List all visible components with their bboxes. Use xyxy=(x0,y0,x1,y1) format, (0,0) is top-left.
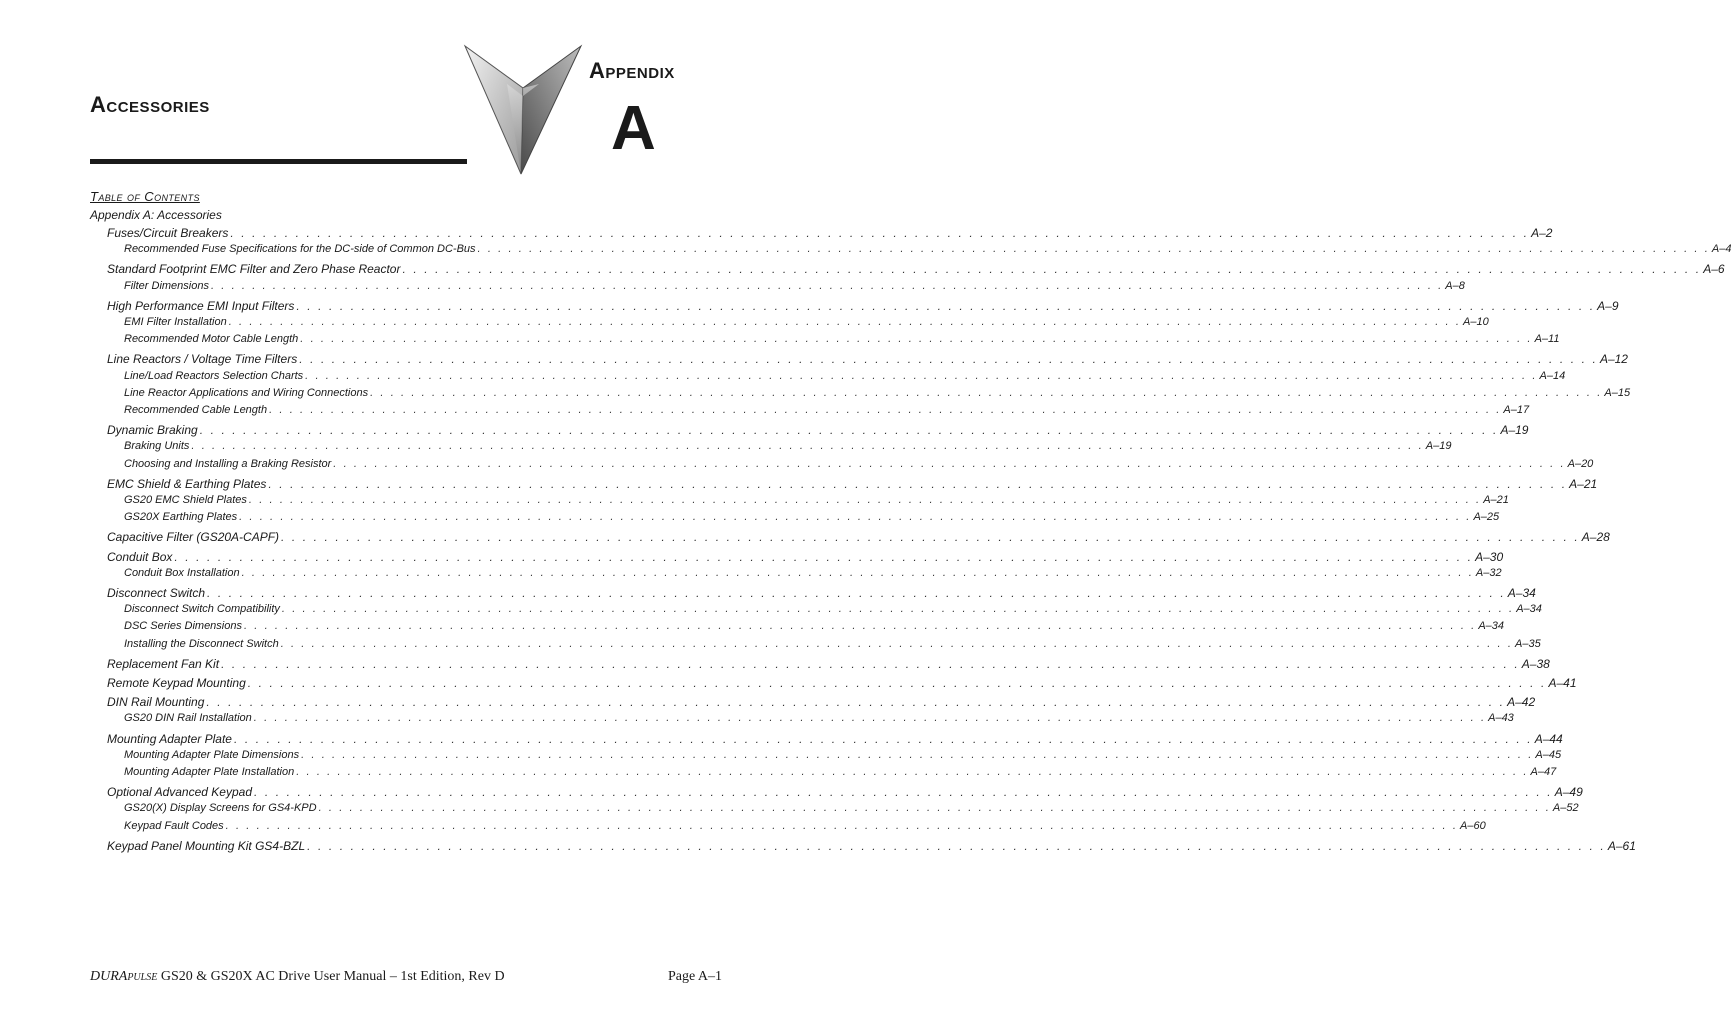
toc-entry[interactable] xyxy=(107,530,1610,544)
toc-entry-page: A–41 xyxy=(1548,676,1577,690)
toc-entry-page: A–43 xyxy=(1488,712,1514,724)
toc-entry-title: Capacitive Filter (GS20A-CAPF) xyxy=(107,530,280,544)
toc-dot-leader: . . . . . . . . . . . . . . . . . . . . . . . . . . . . . . . . . . . . . . . . . . . . . . . . . . . . . . . . . . . . . . . . . . . . . . . . . . . . . . . . . . . . . . . . . . . . . . . . . . . . . . . . . . . . . . . . . . . . . . . . xyxy=(477,243,1710,255)
toc-entry-title: Keypad Fault Codes xyxy=(124,820,224,832)
toc-entry[interactable] xyxy=(124,820,1486,832)
toc-dot-leader: . . . . . . . . . . . . . . . . . . . . . . . . . . . . . . . . . . . . . . . . . . . . . . . . . . . . . . . . . . . . . . . . . . . . . . . . . . . . . . . . . . . . . . . . . . . . . . . . . . . . . . . . . . . . . . . . . . . . . . . . xyxy=(301,749,1534,761)
toc-entry[interactable] xyxy=(124,370,1566,382)
toc-entry-title: Remote Keypad Mounting xyxy=(107,676,246,690)
toc-entry-title: GS20(X) Display Screens for GS4-KPD xyxy=(124,802,317,814)
toc-entry[interactable] xyxy=(107,657,1550,671)
toc-entry-page: A–25 xyxy=(1473,511,1500,523)
toc-entry[interactable] xyxy=(124,494,1509,506)
toc-dot-leader: . . . . . . . . . . . . . . . . . . . . . . . . . . . . . . . . . . . . . . . . . . . . . . . . . . . . . . . . . . . . . . . . . . . . . . . . . . . . . . . . . . . . . . . . . . . . . . . . . . . . . . . . . . . . . . . . . . . . . . . . xyxy=(281,530,1580,544)
toc-entry-page: A–20 xyxy=(1567,458,1594,470)
toc-entry[interactable] xyxy=(107,695,1536,709)
footer-manual-text: GS20 & GS20X AC Drive User Manual – 1st Edition, Rev D xyxy=(157,969,505,984)
toc-entry[interactable] xyxy=(124,766,1557,778)
toc-entry[interactable] xyxy=(107,732,1563,746)
toc-entry[interactable] xyxy=(124,712,1514,724)
toc-entry[interactable] xyxy=(124,440,1452,452)
toc-dot-leader: . . . . . . . . . . . . . . . . . . . . . . . . . . . . . . . . . . . . . . . . . . . . . . . . . . . . . . . . . . . . . . . . . . . . . . . . . . . . . . . . . . . . . . . . . . . . . . . . . . . . . . . . . . . . . . . . . . . . . . . . xyxy=(241,567,1474,579)
toc-entry-title: Conduit Box xyxy=(107,550,173,564)
toc-entry-page: A–42 xyxy=(1507,695,1536,709)
toc-dot-leader: . . . . . . . . . . . . . . . . . . . . . . . . . . . . . . . . . . . . . . . . . . . . . . . . . . . . . . . . . . . . . . . . . . . . . . . . . . . . . . . . . . . . . . . . . . . . . . . . . . . . . . . . . . . . . . . . . . . . . . . . xyxy=(370,387,1603,399)
toc-entry-page: A–6 xyxy=(1703,262,1725,276)
toc-dot-leader: . . . . . . . . . . . . . . . . . . . . . . . . . . . . . . . . . . . . . . . . . . . . . . . . . . . . . . . . . . . . . . . . . . . . . . . . . . . . . . . . . . . . . . . . . . . . . . . . . . . . . . . . . . . . . . . . . . . . . . . . xyxy=(228,316,1462,328)
toc-entry[interactable] xyxy=(124,316,1489,328)
toc-entry-page: A–11 xyxy=(1534,333,1560,345)
toc-entry-title: Recommended Cable Length xyxy=(124,404,268,416)
toc-entry[interactable] xyxy=(124,511,1500,523)
toc-entry[interactable] xyxy=(124,243,1731,255)
toc-entry-title: Replacement Fan Kit xyxy=(107,657,220,671)
chapter-title: Accessories xyxy=(90,92,210,117)
toc-entry-title: Choosing and Installing a Braking Resistor xyxy=(124,458,332,470)
toc-dot-leader: . . . . . . . . . . . . . . . . . . . . . . . . . . . . . . . . . . . . . . . . . . . . . . . . . . . . . . . . . . . . . . . . . . . . . . . . . . . . . . . . . . . . . . . . . . . . . . . . . . . . . . . . . . . . . . . . . . . . . . . . xyxy=(233,732,1533,746)
toc-entry-page: A–34 xyxy=(1516,603,1542,615)
toc-entry-page: A–8 xyxy=(1445,280,1465,292)
appendix-letter: A xyxy=(611,94,656,163)
toc-entry-title: DSC Series Dimensions xyxy=(124,620,242,632)
toc-dot-leader: . . . . . . . . . . . . . . . . . . . . . . . . . . . . . . . . . . . . . . . . . . . . . . . . . . . . . . . . . . . . . . . . . . . . . . . . . . . . . . . . . . . . . . . . . . . . . . . . . . . . . . . . . . . . . . . . . . . . . . . . xyxy=(253,712,1487,724)
toc-dot-leader: . . . . . . . . . . . . . . . . . . . . . . . . . . . . . . . . . . . . . . . . . . . . . . . . . . . . . . . . . . . . . . . . . . . . . . . . . . . . . . . . . . . . . . . . . . . . . . . . . . . . . . . . . . . . . . . . . . . . . . . . xyxy=(300,333,1533,345)
toc-entry-title: Optional Advanced Keypad xyxy=(107,785,252,799)
toc-dot-leader: . . . . . . . . . . . . . . . . . . . . . . . . . . . . . . . . . . . . . . . . . . . . . . . . . . . . . . . . . . . . . . . . . . . . . . . . . . . . . . . . . . . . . . . . . . . . . . . . . . . . . . . . . . . . . . . . . . . . . . . . xyxy=(221,657,1520,671)
toc-entry-page: A–60 xyxy=(1460,820,1486,832)
toc-entry[interactable] xyxy=(124,620,1505,632)
toc-entry[interactable] xyxy=(107,352,1628,366)
toc-entry-title: Mounting Adapter Plate Installation xyxy=(124,766,295,778)
toc-dot-leader: . . . . . . . . . . . . . . . . . . . . . . . . . . . . . . . . . . . . . . . . . . . . . . . . . . . . . . . . . . . . . . . . . . . . . . . . . . . . . . . . . . . . . . . . . . . . . . . . . . . . . . . . . . . . . . . . . . . . . . . . xyxy=(243,620,1477,632)
toc-dot-leader: . . . . . . . . . . . . . . . . . . . . . . . . . . . . . . . . . . . . . . . . . . . . . . . . . . . . . . . . . . . . . . . . . . . . . . . . . . . . . . . . . . . . . . . . . . . . . . . . . . . . . . . . . . . . . . . . . . . . . . . . xyxy=(281,603,1515,615)
toc-entry-page: A–19 xyxy=(1425,440,1452,452)
toc-entry-page: A–2 xyxy=(1531,226,1553,240)
toc-entry-title: Keypad Panel Mounting Kit GS4-BZL xyxy=(107,839,306,853)
toc-entry-title: Filter Dimensions xyxy=(124,280,209,292)
toc-dot-leader: . . . . . . . . . . . . . . . . . . . . . . . . . . . . . . . . . . . . . . . . . . . . . . . . . . . . . . . . . . . . . . . . . . . . . . . . . . . . . . . . . . . . . . . . . . . . . . . . . . . . . . . . . . . . . . . . . . . . . . . . xyxy=(318,802,1551,814)
toc-entry[interactable] xyxy=(124,280,1465,292)
toc-entry[interactable] xyxy=(107,423,1529,437)
toc-entry-page: A–47 xyxy=(1530,766,1557,778)
toc-dot-leader: . . . . . . . . . . . . . . . . . . . . . . . . . . . . . . . . . . . . . . . . . . . . . . . . . . . . . . . . . . . . . . . . . . . . . . . . . . . . . . . . . . . . . . . . . . . . . . . . . . . . . . . . . . . . . . . . . . . . . . . . xyxy=(248,494,1482,506)
toc-entry-title: GS20 EMC Shield Plates xyxy=(124,494,247,506)
toc-entry-title: Disconnect Switch Compatibility xyxy=(124,603,280,615)
toc-entry-page: A–21 xyxy=(1483,494,1509,506)
toc-entry-page: A–14 xyxy=(1539,370,1566,382)
toc-entry-title: Fuses/Circuit Breakers xyxy=(107,226,229,240)
toc-entry-page: A–30 xyxy=(1475,550,1504,564)
toc-entry-page: A–34 xyxy=(1478,620,1505,632)
toc-entry[interactable] xyxy=(124,638,1541,650)
toc-dot-leader: . . . . . . . . . . . . . . . . . . . . . . . . . . . . . . . . . . . . . . . . . . . . . . . . . . . . . . . . . . . . . . . . . . . . . . . . . . . . . . . . . . . . . . . . . . . . . . . . . . . . . . . . . . . . . . . . . . . . . . . . xyxy=(307,839,1606,853)
toc-entry[interactable] xyxy=(107,226,1553,240)
toc-dot-leader: . . . . . . . . . . . . . . . . . . . . . . . . . . . . . . . . . . . . . . . . . . . . . . . . . . . . . . . . . . . . . . . . . . . . . . . . . . . . . . . . . . . . . . . . . . . . . . . . . . . . . . . . . . . . . . . . . . . . . . . . xyxy=(239,511,1472,523)
toc-dot-leader: . . . . . . . . . . . . . . . . . . . . . . . . . . . . . . . . . . . . . . . . . . . . . . . . . . . . . . . . . . . . . . . . . . . . . . . . . . . . . . . . . . . . . . . . . . . . . . . . . . . . . . . . . . . . . . . . . . . . . . . . xyxy=(210,280,1444,292)
toc-entry-title: High Performance EMI Input Filters xyxy=(107,299,295,313)
toc-entry-title: Recommended Fuse Specifications for the DC-side of Common DC-Bus xyxy=(124,243,476,255)
toc-dot-leader: . . . . . . . . . . . . . . . . . . . . . . . . . . . . . . . . . . . . . . . . . . . . . . . . . . . . . . . . . . . . . . . . . . . . . . . . . . . . . . . . . . . . . . . . . . . . . . . . . . . . . . . . . . . . . . . . . . . . . . . . xyxy=(268,477,1568,491)
toc-entry-page: A–34 xyxy=(1507,586,1536,600)
toc-dot-leader: . . . . . . . . . . . . . . . . . . . . . . . . . . . . . . . . . . . . . . . . . . . . . . . . . . . . . . . . . . . . . . . . . . . . . . . . . . . . . . . . . . . . . . . . . . . . . . . . . . . . . . . . . . . . . . . . . . . . . . . . xyxy=(296,766,1529,778)
toc-entry[interactable] xyxy=(107,586,1536,600)
footer-page-number: Page A–1 xyxy=(667,969,722,984)
appendix-label: Appendix xyxy=(589,58,675,83)
toc-entry-page: A–61 xyxy=(1607,839,1636,853)
toc-entry-title: DIN Rail Mounting xyxy=(107,695,205,709)
toc-dot-leader: . . . . . . . . . . . . . . . . . . . . . . . . . . . . . . . . . . . . . . . . . . . . . . . . . . . . . . . . . . . . . . . . . . . . . . . . . . . . . . . . . . . . . . . . . . . . . . . . . . . . . . . . . . . . . . . . . . . . . . . . xyxy=(299,352,1598,366)
toc-entry-page: A–28 xyxy=(1581,530,1610,544)
toc-dot-leader: . . . . . . . . . . . . . . . . . . . . . . . . . . . . . . . . . . . . . . . . . . . . . . . . . . . . . . . . . . . . . . . . . . . . . . . . . . . . . . . . . . . . . . . . . . . . . . . . . . . . . . . . . . . . . . . . . . . . . . . . xyxy=(225,820,1458,832)
footer-brand: DURApulse xyxy=(90,969,158,984)
footer-manual-title xyxy=(90,969,505,985)
toc-dot-leader: . . . . . . . . . . . . . . . . . . . . . . . . . . . . . . . . . . . . . . . . . . . . . . . . . . . . . . . . . . . . . . . . . . . . . . . . . . . . . . . . . . . . . . . . . . . . . . . . . . . . . . . . . . . . . . . . . . . . . . . . xyxy=(254,785,1553,799)
toc-entry[interactable] xyxy=(107,785,1583,799)
toc-entry-page: A–52 xyxy=(1552,802,1579,814)
toc-entry-page: A–9 xyxy=(1597,299,1619,313)
toc-dot-leader: . . . . . . . . . . . . . . . . . . . . . . . . . . . . . . . . . . . . . . . . . . . . . . . . . . . . . . . . . . . . . . . . . . . . . . . . . . . . . . . . . . . . . . . . . . . . . . . . . . . . . . . . . . . . . . . . . . . . . . . . xyxy=(333,458,1566,470)
toc-entry-title: GS20 DIN Rail Installation xyxy=(124,712,252,724)
toc-entry-page: A–38 xyxy=(1521,657,1550,671)
toc-entry[interactable] xyxy=(107,477,1598,491)
toc-entry[interactable] xyxy=(107,676,1577,690)
toc-dot-leader: . . . . . . . . . . . . . . . . . . . . . . . . . . . . . . . . . . . . . . . . . . . . . . . . . . . . . . . . . . . . . . . . . . . . . . . . . . . . . . . . . . . . . . . . . . . . . . . . . . . . . . . . . . . . . . . . . . . . . . . . xyxy=(296,299,1596,313)
toc-entry[interactable] xyxy=(107,262,1725,276)
toc-entry-title: Installing the Disconnect Switch xyxy=(124,638,279,650)
toc-entry-page: A–21 xyxy=(1569,477,1598,491)
toc-entry-page: A–12 xyxy=(1599,352,1628,366)
toc-entry-page: A–19 xyxy=(1500,423,1529,437)
toc-dot-leader: . . . . . . . . . . . . . . . . . . . . . . . . . . . . . . . . . . . . . . . . . . . . . . . . . . . . . . . . . . . . . . . . . . . . . . . . . . . . . . . . . . . . . . . . . . . . . . . . . . . . . . . . . . . . . . . . . . . . . . . . xyxy=(174,550,1474,564)
toc-entry[interactable] xyxy=(107,550,1504,564)
toc-dot-leader: . . . . . . . . . . . . . . . . . . . . . . . . . . . . . . . . . . . . . . . . . . . . . . . . . . . . . . . . . . . . . . . . . . . . . . . . . . . . . . . . . . . . . . . . . . . . . . . . . . . . . . . . . . . . . . . . . . . . . . . . xyxy=(269,404,1502,416)
toc-entry-title: Mounting Adapter Plate xyxy=(107,732,232,746)
toc-entry-title: EMI Filter Installation xyxy=(124,316,227,328)
toc-entry[interactable] xyxy=(124,567,1502,579)
toc-dot-leader: . . . . . . . . . . . . . . . . . . . . . . . . . . . . . . . . . . . . . . . . . . . . . . . . . . . . . . . . . . . . . . . . . . . . . . . . . . . . . . . . . . . . . . . . . . . . . . . . . . . . . . . . . . . . . . . . . . . . . . . . xyxy=(247,676,1547,690)
toc-entry[interactable] xyxy=(124,603,1542,615)
toc-entry[interactable] xyxy=(124,333,1560,345)
toc-entry-title: Line/Load Reactors Selection Charts xyxy=(124,370,304,382)
toc-entry-page: A–32 xyxy=(1475,567,1502,579)
toc-entry-title: Line Reactors / Voltage Time Filters xyxy=(107,352,298,366)
toc-entry[interactable] xyxy=(124,387,1631,399)
toc-entry-title: EMC Shield & Earthing Plates xyxy=(107,477,267,491)
toc-entry-page: A–4 xyxy=(1711,243,1731,255)
toc-entry-title: Recommended Motor Cable Length xyxy=(124,333,299,345)
toc-entry-title: Standard Footprint EMC Filter and Zero Phase Reactor xyxy=(107,262,401,276)
toc-entry[interactable] xyxy=(107,839,1636,853)
toc-entry[interactable] xyxy=(124,458,1594,470)
toc-entry[interactable] xyxy=(124,802,1579,814)
toc-dot-leader: . . . . . . . . . . . . . . . . . . . . . . . . . . . . . . . . . . . . . . . . . . . . . . . . . . . . . . . . . . . . . . . . . . . . . . . . . . . . . . . . . . . . . . . . . . . . . . . . . . . . . . . . . . . . . . . . . . . . . . . . xyxy=(207,586,1506,600)
toc-entry-title: Mounting Adapter Plate Dimensions xyxy=(124,749,300,761)
toc-dot-leader: . . . . . . . . . . . . . . . . . . . . . . . . . . . . . . . . . . . . . . . . . . . . . . . . . . . . . . . . . . . . . . . . . . . . . . . . . . . . . . . . . . . . . . . . . . . . . . . . . . . . . . . . . . . . . . . . . . . . . . . . xyxy=(230,226,1530,240)
toc-entry-page: A–35 xyxy=(1515,638,1541,650)
toc-entry-page: A–49 xyxy=(1554,785,1583,799)
toc-dot-leader: . . . . . . . . . . . . . . . . . . . . . . . . . . . . . . . . . . . . . . . . . . . . . . . . . . . . . . . . . . . . . . . . . . . . . . . . . . . . . . . . . . . . . . . . . . . . . . . . . . . . . . . . . . . . . . . . . . . . . . . . xyxy=(191,440,1424,452)
toc-entry-title: GS20X Earthing Plates xyxy=(124,511,238,523)
toc-entry-page: A–45 xyxy=(1535,749,1562,761)
toc-heading: Table of Contents xyxy=(90,189,200,204)
toc-entry[interactable] xyxy=(124,749,1562,761)
toc-entry-title: Dynamic Braking xyxy=(107,423,198,437)
toc-entry-title: Disconnect Switch xyxy=(107,586,206,600)
toc-entry-page: A–17 xyxy=(1503,404,1530,416)
toc-dot-leader: . . . . . . . . . . . . . . . . . . . . . . . . . . . . . . . . . . . . . . . . . . . . . . . . . . . . . . . . . . . . . . . . . . . . . . . . . . . . . . . . . . . . . . . . . . . . . . . . . . . . . . . . . . . . . . . . . . . . . . . . xyxy=(206,695,1506,709)
toc-dot-leader: . . . . . . . . . . . . . . . . . . . . . . . . . . . . . . . . . . . . . . . . . . . . . . . . . . . . . . . . . . . . . . . . . . . . . . . . . . . . . . . . . . . . . . . . . . . . . . . . . . . . . . . . . . . . . . . . . . . . . . . . xyxy=(199,423,1499,437)
toc-entry-title: Braking Units xyxy=(124,440,190,452)
toc-entry-page: A–10 xyxy=(1463,316,1489,328)
toc-entry[interactable] xyxy=(107,299,1619,313)
toc-entry[interactable] xyxy=(124,404,1530,416)
toc-entry-title: Conduit Box Installation xyxy=(124,567,240,579)
toc-dot-leader: . . . . . . . . . . . . . . . . . . . . . . . . . . . . . . . . . . . . . . . . . . . . . . . . . . . . . . . . . . . . . . . . . . . . . . . . . . . . . . . . . . . . . . . . . . . . . . . . . . . . . . . . . . . . . . . . . . . . . . . . xyxy=(280,638,1514,650)
toc-dot-leader: . . . . . . . . . . . . . . . . . . . . . . . . . . . . . . . . . . . . . . . . . . . . . . . . . . . . . . . . . . . . . . . . . . . . . . . . . . . . . . . . . . . . . . . . . . . . . . . . . . . . . . . . . . . . . . . . . . . . . . . . xyxy=(402,262,1702,276)
toc-dot-leader: . . . . . . . . . . . . . . . . . . . . . . . . . . . . . . . . . . . . . . . . . . . . . . . . . . . . . . . . . . . . . . . . . . . . . . . . . . . . . . . . . . . . . . . . . . . . . . . . . . . . . . . . . . . . . . . . . . . . . . . . xyxy=(305,370,1538,382)
toc-entry-page: A–15 xyxy=(1604,387,1631,399)
toc-subheading: Appendix A: Accessories xyxy=(90,208,222,222)
toc-entry-title: Line Reactor Applications and Wiring Connections xyxy=(124,387,369,399)
toc-entry-page: A–44 xyxy=(1534,732,1563,746)
